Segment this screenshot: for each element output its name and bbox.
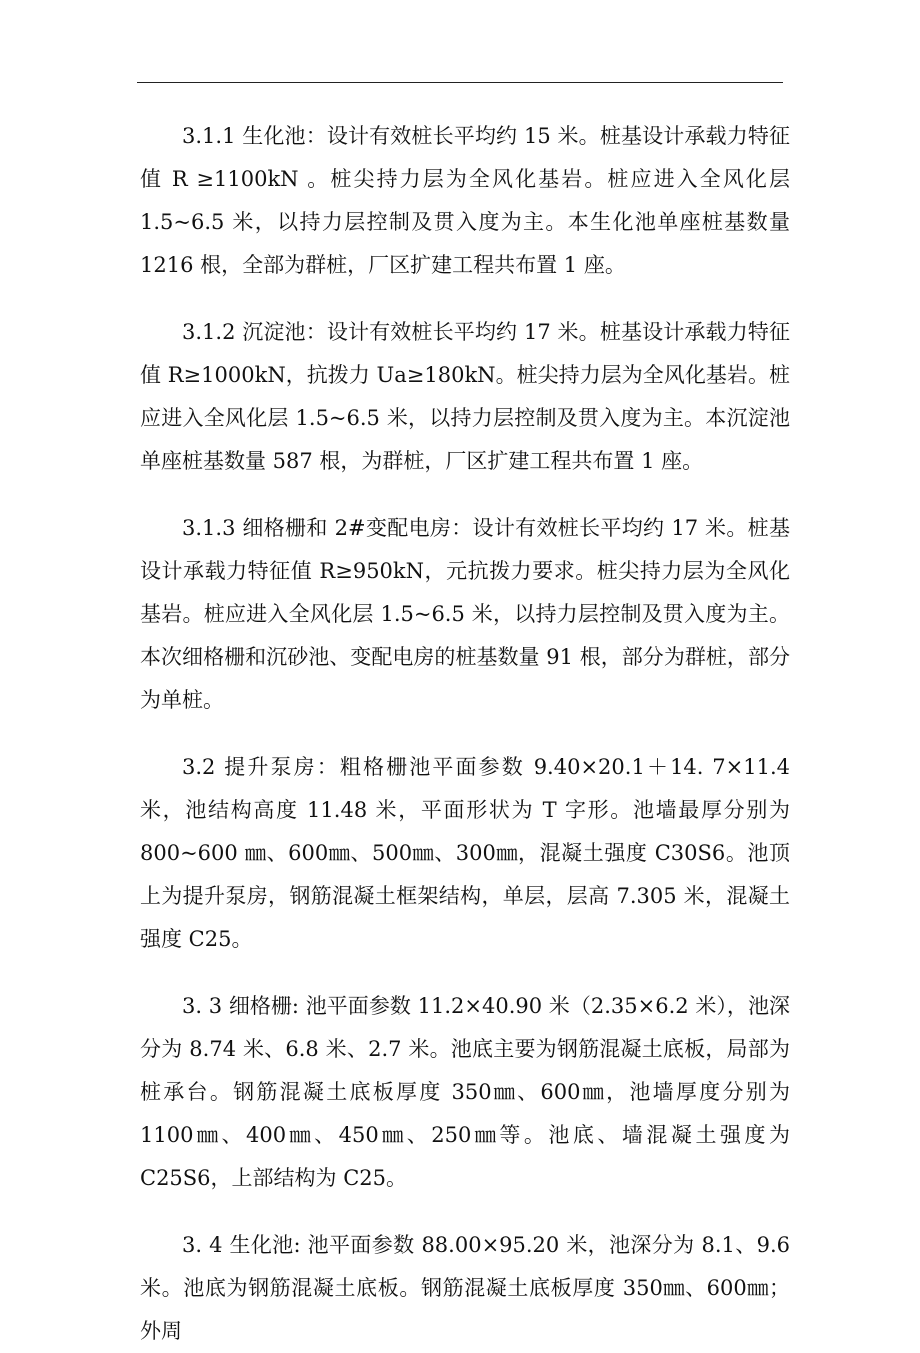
document-body: [140, 115, 790, 1353]
paragraph-3-1-3: 3.1.3 细格栅和 2#变配电房：设计有效桩长平均约 17 米。桩基设计承载力特征值 R≥950kN，元抗拨力要求。桩尖持力层为全风化基岩。桩应进入全风化层 1.5~6.5 米，以持力层控制及贯入度为主。本次细格栅和沉砂池、变配电房的桩基数量 91 根，部分为群桩，部分为单桩。: [140, 516, 790, 712]
paragraph-3-3: 3. 3 细格栅: 池平面参数 11.2×40.90 米（2.35×6.2 米），池深分为 8.74 米、6.8 米、2.7 米。池底主要为钢筋混凝土底板，局部为桩承台。钢筋混凝土底板厚度 350㎜、600㎜，池墙厚度分别为 1100㎜、400㎜、450㎜、250㎜等。池底、墙混凝土强度为 C25S6，上部结构为 C25。: [140, 994, 790, 1190]
paragraph-3-1-1: 3.1.1 生化池：设计有效桩长平均约 15 米。桩基设计承载力特征值 R ≥1100kN 。桩尖持力层为全风化基岩。桩应进入全风化层 1.5~6.5 米，以持力层控制及贯入度为主。本生化池单座桩基数量 1216 根，全部为群桩，厂区扩建工程共布置 1 座。: [140, 124, 790, 277]
header-rule: [137, 82, 783, 83]
paragraph-3-1-2: 3.1.2 沉淀池：设计有效桩长平均约 17 米。桩基设计承载力特征值 R≥1000kN，抗拨力 Ua≥180kN。桩尖持力层为全风化基岩。桩应进入全风化层 1.5~6.5 米，以持力层控制及贯入度为主。本沉淀池单座桩基数量 587 根，为群桩，厂区扩建工程共布置 1 座。: [140, 320, 790, 473]
paragraph-3-2: 3.2 提升泵房：粗格栅池平面参数 9.40×20.1＋14. 7×11.4 米，池结构高度 11.48 米，平面形状为 T 字形。池墙最厚分别为 800~600 ㎜、600㎜、500㎜、300㎜，混凝土强度 C30S6。池顶上为提升泵房，钢筋混凝土框架结构，单层，层高 7.305 米，混凝土强度 C25。: [140, 755, 790, 951]
paragraph-3-4: 3. 4 生化池: 池平面参数 88.00×95.20 米，池深分为 8.1、9.6 米。池底为钢筋混凝土底板。钢筋混凝土底板厚度 350㎜、600㎜；外周: [140, 1233, 790, 1343]
